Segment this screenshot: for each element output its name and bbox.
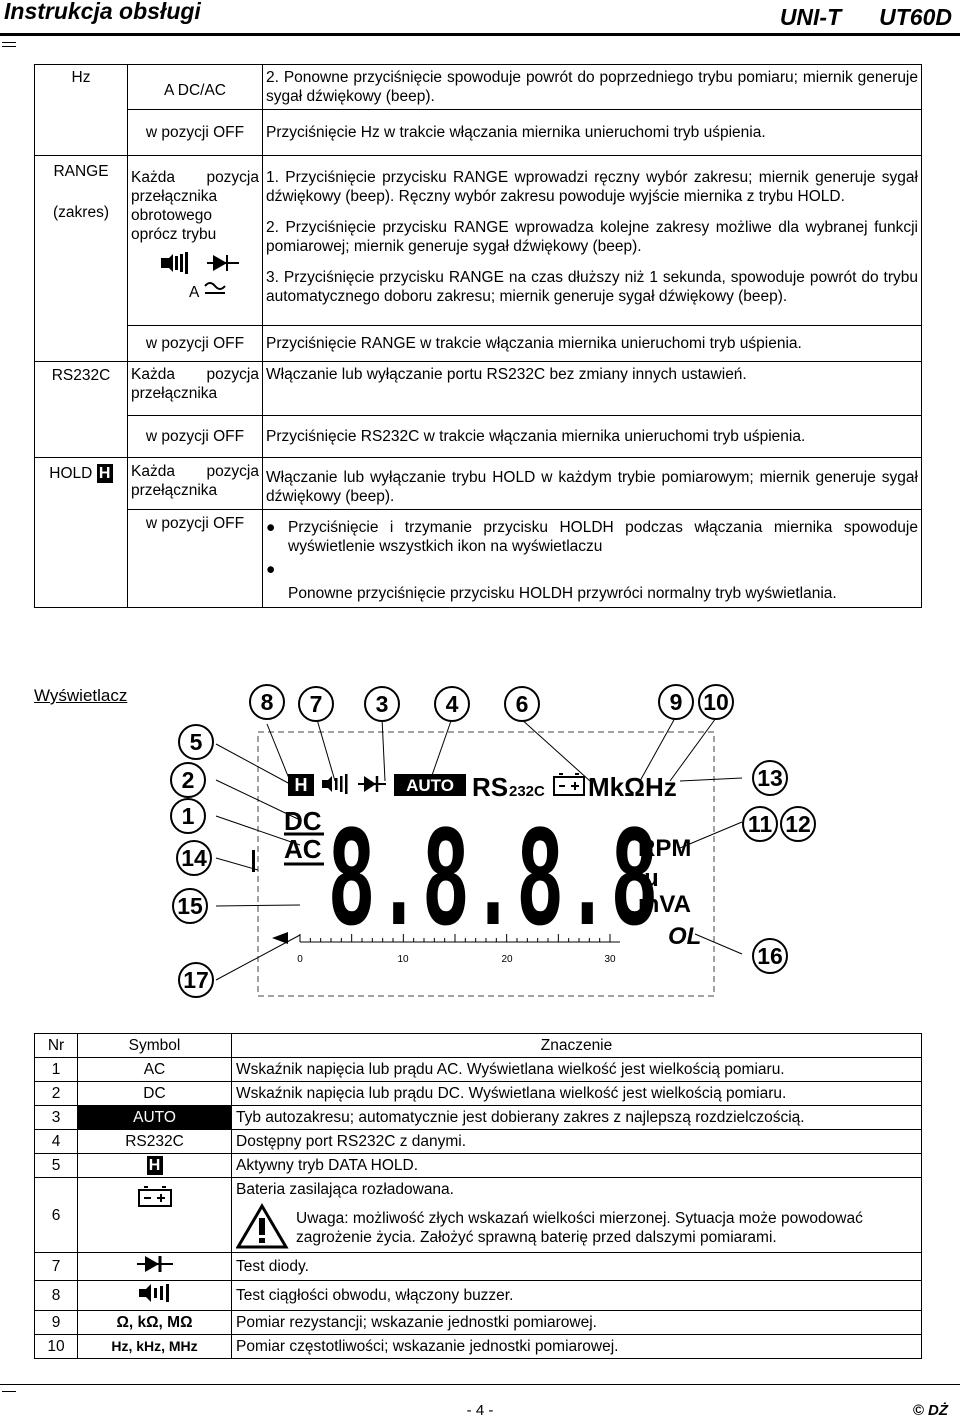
- row-meaning: Wskaźnik napięcia lub prądu AC. Wyświetlana wielkość jest wielkością pomiaru.: [232, 1058, 922, 1082]
- table-row: [35, 1335, 922, 1359]
- function-description: 2. Ponowne przyciśnięcie spowoduje powrót do poprzedniego trybu pomiaru; miernik generuje sygał dźwiękowy (beep).: [263, 65, 922, 110]
- buzzer-icon: [135, 1283, 175, 1303]
- callout-9: 9: [658, 684, 694, 720]
- switch-position: Każda pozycja przełącznika: [128, 458, 263, 510]
- table-row: [35, 326, 922, 362]
- row-meaning: Bateria zasilająca rozładowana. Uwaga: możliwość złych wskazań wielkości mierzonej. Sytuacja może powodować zagrożenie życia. Założyć sprawną baterię przed dalszymi pomiarami.: [232, 1178, 922, 1253]
- function-description: Przyciśnięcie Hz w trakcie włączania miernika unieruchomi tryb uśpienia.: [263, 110, 922, 156]
- lcd-diode-icon: [358, 776, 386, 792]
- function-description: Przyciśnięcie RS232C w trakcie włączania miernika unieruchomi tryb uśpienia.: [263, 416, 922, 458]
- row-number: 5: [35, 1154, 78, 1178]
- switch-position: A DC/AC: [128, 65, 263, 110]
- lcd-units-label: MkΩHz: [588, 772, 677, 802]
- scale-label: 10: [397, 954, 409, 965]
- brand-name: UNI-T: [779, 4, 842, 30]
- row-meaning: Test diody.: [232, 1253, 922, 1281]
- hold-icon: H: [97, 464, 113, 483]
- buttons-table: [34, 64, 922, 608]
- lcd-rs-label: RS: [472, 772, 509, 802]
- model-header: [742, 4, 952, 31]
- scale-label: 30: [604, 954, 616, 965]
- row-symbol: Hz, kHz, MHz: [78, 1335, 232, 1359]
- column-header: Nr: [35, 1034, 78, 1058]
- lcd-ac-label: AC: [284, 834, 322, 864]
- table-row: [35, 110, 922, 156]
- lcd-rpm-label: RPM: [638, 835, 692, 862]
- callout-14: 14: [176, 840, 212, 876]
- lcd-dc-label: DC: [284, 806, 322, 836]
- table-row: [35, 510, 922, 608]
- callout-6: 6: [504, 686, 540, 722]
- callout-15: 15: [172, 888, 208, 924]
- row-meaning: Tyb autozakresu; automatycznie jest dobierany zakres z najlepszą rozdzielczością.: [232, 1106, 922, 1130]
- table-row: [35, 458, 922, 510]
- callout-12: 12: [780, 806, 816, 842]
- diode-icon: [135, 1255, 175, 1273]
- row-symbol: [78, 1154, 232, 1178]
- bullet-icon: ●: [266, 519, 276, 536]
- row-symbol: [78, 1178, 232, 1253]
- bullet-icon: ●: [266, 561, 276, 578]
- row-number: 4: [35, 1130, 78, 1154]
- row-meaning: Test ciągłości obwodu, włączony buzzer.: [232, 1281, 922, 1311]
- warning-icon: [236, 1203, 296, 1249]
- table-row: [35, 1106, 922, 1130]
- header-mark: [2, 42, 16, 43]
- row-number: 8: [35, 1281, 78, 1311]
- lcd-digits: 8.8.8.8: [328, 802, 658, 968]
- switch-position: Każda pozycja przełącznika obrotowego oprócz trybu A: [128, 156, 263, 326]
- table-row: [35, 362, 922, 416]
- callout-5: 5: [178, 724, 214, 760]
- continuity-diode-icon: [159, 252, 243, 274]
- button-name-range: RANGE (zakres): [35, 156, 128, 362]
- row-number: 10: [35, 1335, 78, 1359]
- button-name-hold: HOLD H: [35, 458, 128, 608]
- table-row: [35, 65, 922, 110]
- table-row: [35, 1253, 922, 1281]
- function-description: Włączanie lub wyłączanie portu RS232C bez zmiany innych ustawień.: [263, 362, 922, 416]
- row-symbol: DC: [78, 1082, 232, 1106]
- switch-position: w pozycji OFF: [128, 416, 263, 458]
- ac-dc-icon: [203, 281, 229, 297]
- switch-position: w pozycji OFF: [128, 110, 263, 156]
- row-meaning: Aktywny tryb DATA HOLD.: [232, 1154, 922, 1178]
- row-number: 6: [35, 1178, 78, 1253]
- row-number: 3: [35, 1106, 78, 1130]
- row-number: 9: [35, 1311, 78, 1335]
- callout-8: 8: [249, 684, 285, 720]
- row-symbol: [78, 1281, 232, 1311]
- function-description: Przyciśnięcie RANGE w trakcie włączania miernika unieruchomi tryb uśpienia.: [263, 326, 922, 362]
- column-header: Znaczenie: [232, 1034, 922, 1058]
- row-meaning: Pomiar rezystancji; wskazanie jednostki pomiarowej.: [232, 1311, 922, 1335]
- lcd-auto-label: AUTO: [406, 776, 454, 795]
- function-description: 1. Przyciśnięcie przycisku RANGE wprowadzi ręczny wybór zakresu; miernik generuje sygał dźwiękowy (beep). Ręczny wybór zakresu powoduje wyjście miernika z trybu HOLD. 2. Przyciśnięcie przycisku RANGE wprowadza kolejne zakresy możliwe dla wybranej funkcji pomiarowej; miernik generuje sygał dźwiękowy (beep). 3. Przyciśnięcie przycisku RANGE na czas dłuższy niż 1 sekunda, spowoduje powrót do trybu automatycznego doboru zakresu; miernik generuje sygał dźwiękowy (beep).: [263, 156, 922, 326]
- section-title-display: Wyświetlacz: [34, 686, 128, 705]
- lcd-mva-label: mVA: [638, 891, 691, 918]
- callout-4: 4: [434, 686, 470, 722]
- lcd-micro-label: μ: [644, 865, 659, 892]
- table-row: [35, 416, 922, 458]
- table-row: [35, 1178, 922, 1253]
- row-meaning: Pomiar częstotliwości; wskazanie jednostki pomiarowej.: [232, 1335, 922, 1359]
- function-description: Włączanie lub wyłączanie trybu HOLD w każdym trybie pomiarowym; miernik generuje sygał dźwiękowy (beep).: [263, 458, 922, 510]
- callout-10: 10: [698, 684, 734, 720]
- document-title: Instrukcja obsługi: [4, 0, 201, 24]
- row-number: 7: [35, 1253, 78, 1281]
- callout-3: 3: [364, 686, 400, 722]
- lcd-battery-icon: [554, 774, 584, 795]
- page-number: - 4 -: [466, 1402, 494, 1419]
- switch-position: w pozycji OFF: [128, 510, 263, 608]
- table-row: [35, 1154, 922, 1178]
- callout-7: 7: [298, 686, 334, 722]
- row-number: 1: [35, 1058, 78, 1082]
- lcd-buzzer-icon: [322, 774, 348, 794]
- row-symbol: RS232C: [78, 1130, 232, 1154]
- row-symbol: [78, 1253, 232, 1281]
- symbols-table: [34, 1033, 922, 1359]
- table-row: [35, 1130, 922, 1154]
- scale-label: 0: [297, 954, 303, 965]
- button-name-rs232c: RS232C: [35, 362, 128, 458]
- callout-16: 16: [752, 938, 788, 974]
- row-meaning: Wskaźnik napięcia lub prądu DC. Wyświetlana wielkość jest wielkością pomiaru.: [232, 1082, 922, 1106]
- auto-badge: AUTO: [78, 1106, 232, 1130]
- callout-2: 2: [170, 762, 206, 798]
- scale-label: 20: [501, 954, 513, 965]
- row-symbol: AC: [78, 1058, 232, 1082]
- table-row: [35, 1082, 922, 1106]
- table-row: [35, 1058, 922, 1082]
- list-item: ● Ponowne przyciśnięcie przycisku HOLDH przywróci normalny tryb wyświetlania.: [266, 561, 837, 602]
- model-name: UT60D: [879, 4, 952, 30]
- lcd-hold-icon: H: [294, 775, 308, 795]
- switch-position: Każda pozycja przełącznika: [128, 362, 263, 416]
- callout-17: 17: [178, 962, 214, 998]
- row-meaning: Dostępny port RS232C z danymi.: [232, 1130, 922, 1154]
- battery-icon: [135, 1184, 175, 1208]
- header-rule: [0, 33, 960, 36]
- hold-icon: H: [147, 1156, 163, 1175]
- callout-11: 11: [742, 806, 778, 842]
- table-header-row: [35, 1034, 922, 1058]
- footer-mark: [2, 1391, 16, 1392]
- row-number: 2: [35, 1082, 78, 1106]
- button-name-hz: Hz: [35, 65, 128, 156]
- column-header: Symbol: [78, 1034, 232, 1058]
- footer-rule: [0, 1384, 960, 1385]
- callout-1: 1: [170, 798, 206, 834]
- row-symbol: Ω, kΩ, MΩ: [78, 1311, 232, 1335]
- lcd-ol-label: OL: [668, 923, 702, 950]
- table-row: [35, 1311, 922, 1335]
- list-item: ● Przyciśnięcie i trzymanie przycisku HOLDH podczas włączania miernika spowoduje wyświetlenie wszystkich ikon na wyświetlaczu: [266, 519, 918, 555]
- switch-position: w pozycji OFF: [128, 326, 263, 362]
- header-mark: [2, 46, 16, 47]
- lcd-diagram: [150, 680, 810, 1010]
- table-row: [35, 156, 922, 326]
- footer-author: © DŻ: [912, 1402, 948, 1419]
- callout-13: 13: [752, 760, 788, 796]
- table-row: [35, 1281, 922, 1311]
- lcd-rs-sub-label: 232C: [509, 783, 545, 800]
- function-description: [263, 510, 922, 608]
